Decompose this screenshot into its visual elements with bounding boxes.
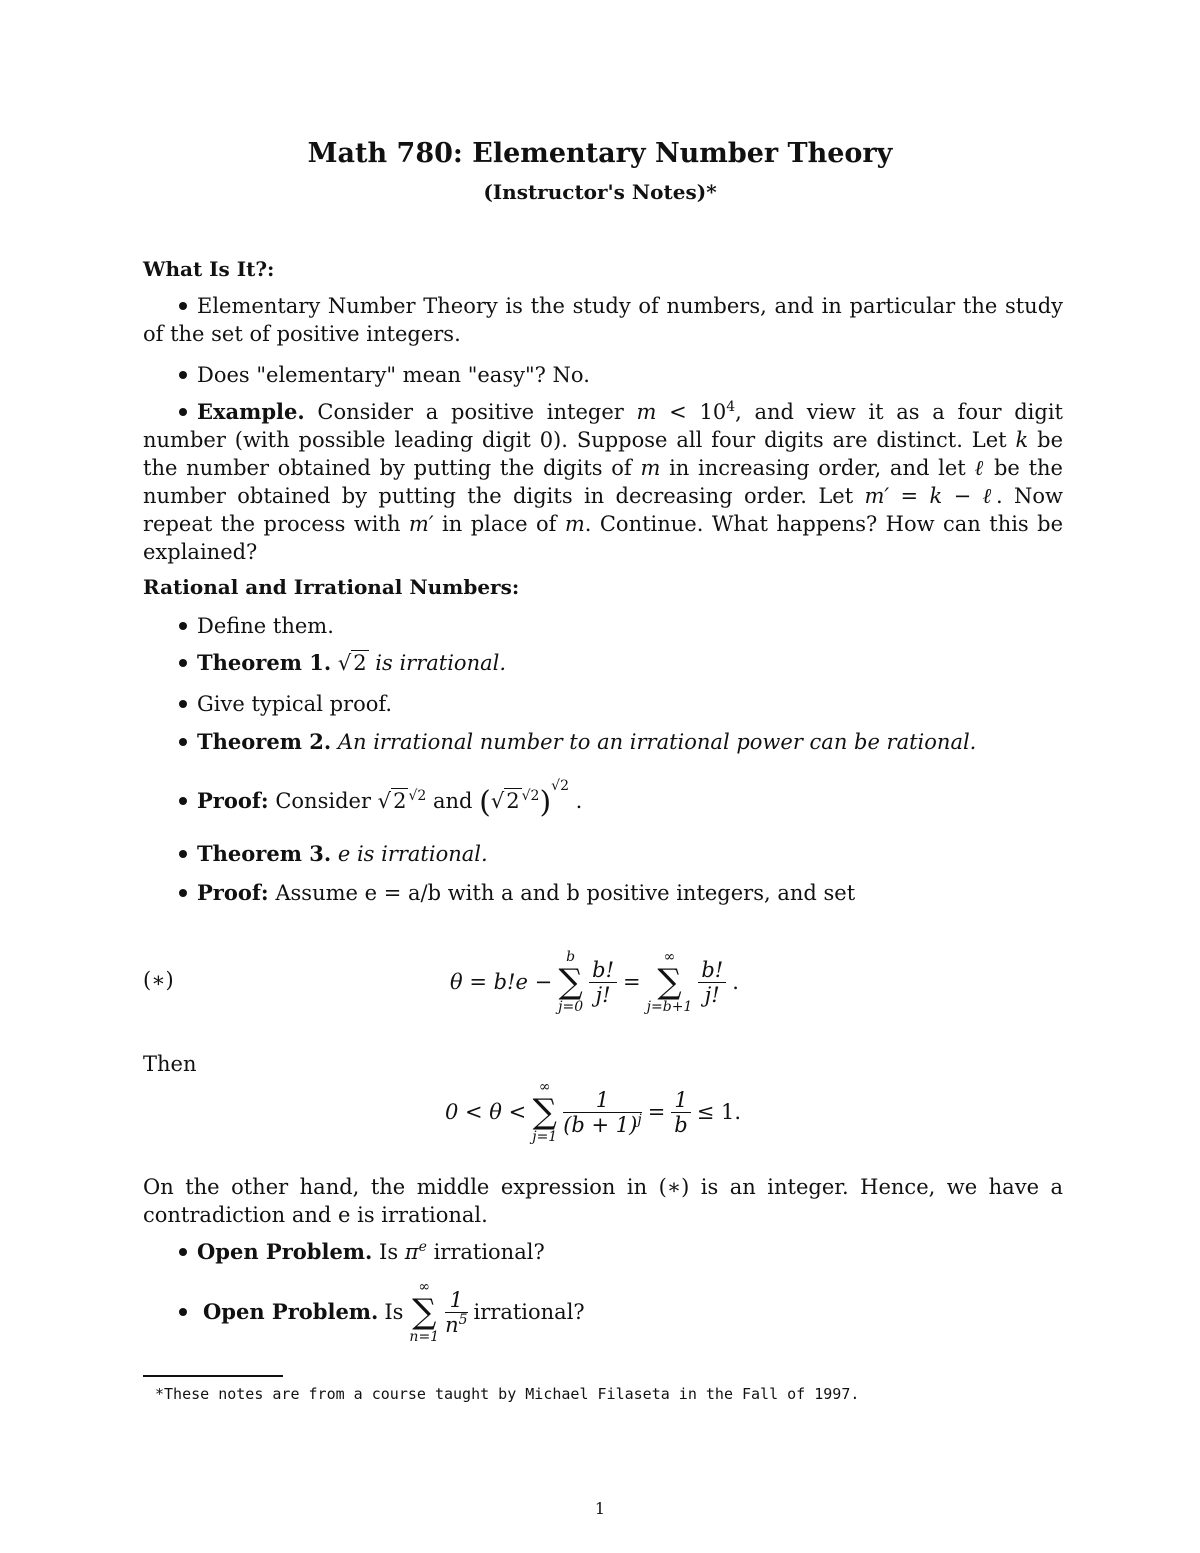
bullet-icon xyxy=(179,738,187,746)
fraction: $\frac{b!}{j!}$ xyxy=(589,958,617,1007)
fraction: $\frac{1}{(b + 1)^j}$ xyxy=(563,1087,642,1137)
footnote-rule xyxy=(143,1375,283,1377)
sum-symbol: ∞ ∑ j=1 xyxy=(532,1079,558,1145)
section-heading-what-is-it: What Is It?: xyxy=(143,257,275,281)
bullet-icon xyxy=(179,659,187,667)
footnote: *These notes are from a course taught by Michael Filaseta in the Fall of 1997. xyxy=(155,1385,860,1403)
sum-symbol: ∞ ∑ n=1 xyxy=(409,1279,440,1345)
sum-symbol: ∞ ∑ j=b+1 xyxy=(646,949,693,1015)
theorem-2: Theorem 2. An irrational number to an irrational power can be rational. xyxy=(179,728,1064,756)
bullet-typical-proof: Give typical proof. xyxy=(179,690,1064,718)
bullet-icon xyxy=(179,850,187,858)
then-text: Then xyxy=(143,1052,197,1076)
bullet-icon xyxy=(179,797,187,805)
fraction: $\frac{b!}{j!}$ xyxy=(698,958,726,1007)
bullet-icon xyxy=(179,371,187,379)
page-title: Math 780: Elementary Number Theory xyxy=(307,138,893,169)
theorem-1: Theorem 1. √2 is irrational. xyxy=(179,649,1064,677)
bullet-icon xyxy=(179,1248,187,1256)
page-number: 1 xyxy=(594,1499,606,1518)
section-heading-rational: Rational and Irrational Numbers: xyxy=(143,575,520,599)
bullet-define: Define them. xyxy=(179,612,1064,640)
bullet-icon xyxy=(179,889,187,897)
open-problem-1: Open Problem. Is $\pi^e$ irrational? xyxy=(179,1238,1064,1266)
bullet-example: Example. Consider a positive integer $m < 10^4$, and view it as a four digit number (with possible leading digit 0). Suppose all four digits are distinct. Let k be the number obtained by putting the digits of m in increasing order, and let ℓ be the number obtained by putting the digits in decreasing order. Let m′ = k − ℓ. Now repeat the process with m′ in place of m. Continue. What happens? How can this be explained? xyxy=(143,399,1064,564)
bullet-icon xyxy=(179,302,187,310)
equation-inequality: 0 < θ < ∞ ∑ j=1 $\frac{1}{(b + 1)^j}$ = $\frac{1}{b}$ ≤ 1. xyxy=(445,1079,741,1145)
bullet-icon xyxy=(179,622,187,630)
nested-power-expression: ( xyxy=(479,785,491,820)
bullet-icon xyxy=(179,1308,187,1316)
conclusion-paragraph: On the other hand, the middle expression in (∗) is an integer. Hence, we have a contradiction and e is irrational. xyxy=(143,1175,1063,1227)
sqrt-power-expression: √2 $^{√2}$ xyxy=(377,788,427,813)
theorem-3: Theorem 3. e is irrational. xyxy=(179,840,1064,868)
sum-symbol: b ∑ j=0 xyxy=(558,949,584,1015)
equation-label: (∗) xyxy=(143,968,174,992)
page-subtitle: (Instructor's Notes)* xyxy=(483,180,717,204)
fraction: $\frac{1}{n^5}$ xyxy=(445,1287,468,1337)
equation-theta: θ = b!e − b ∑ j=0 $\frac{b!}{j!}$ = ∞ ∑ j=b+1 $\frac{b!}{j!}$ . xyxy=(450,949,739,1015)
bullet-icon xyxy=(179,408,187,416)
open-problem-2: Open Problem. Is ∞ ∑ n=1 $\frac{1}{n^5}$ irrational? xyxy=(179,1272,585,1352)
bullet-definition: Elementary Number Theory is the study of numbers, and in particular the study of the set of positive integers. xyxy=(143,294,1063,346)
fraction: $\frac{1}{b}$ xyxy=(671,1088,690,1137)
bullet-icon xyxy=(179,700,187,708)
proof-theorem-2: Proof: Consider √2 $^{√2}$ and (√2 $^{√2}$)$^{√2}$ . xyxy=(179,786,1064,817)
bullet-elementary: Does "elementary" mean "easy"? No. xyxy=(179,361,1064,389)
proof-theorem-3: Proof: Assume e = a/b with a and b positive integers, and set xyxy=(179,879,1064,907)
sqrt-symbol: √2 xyxy=(337,651,367,675)
